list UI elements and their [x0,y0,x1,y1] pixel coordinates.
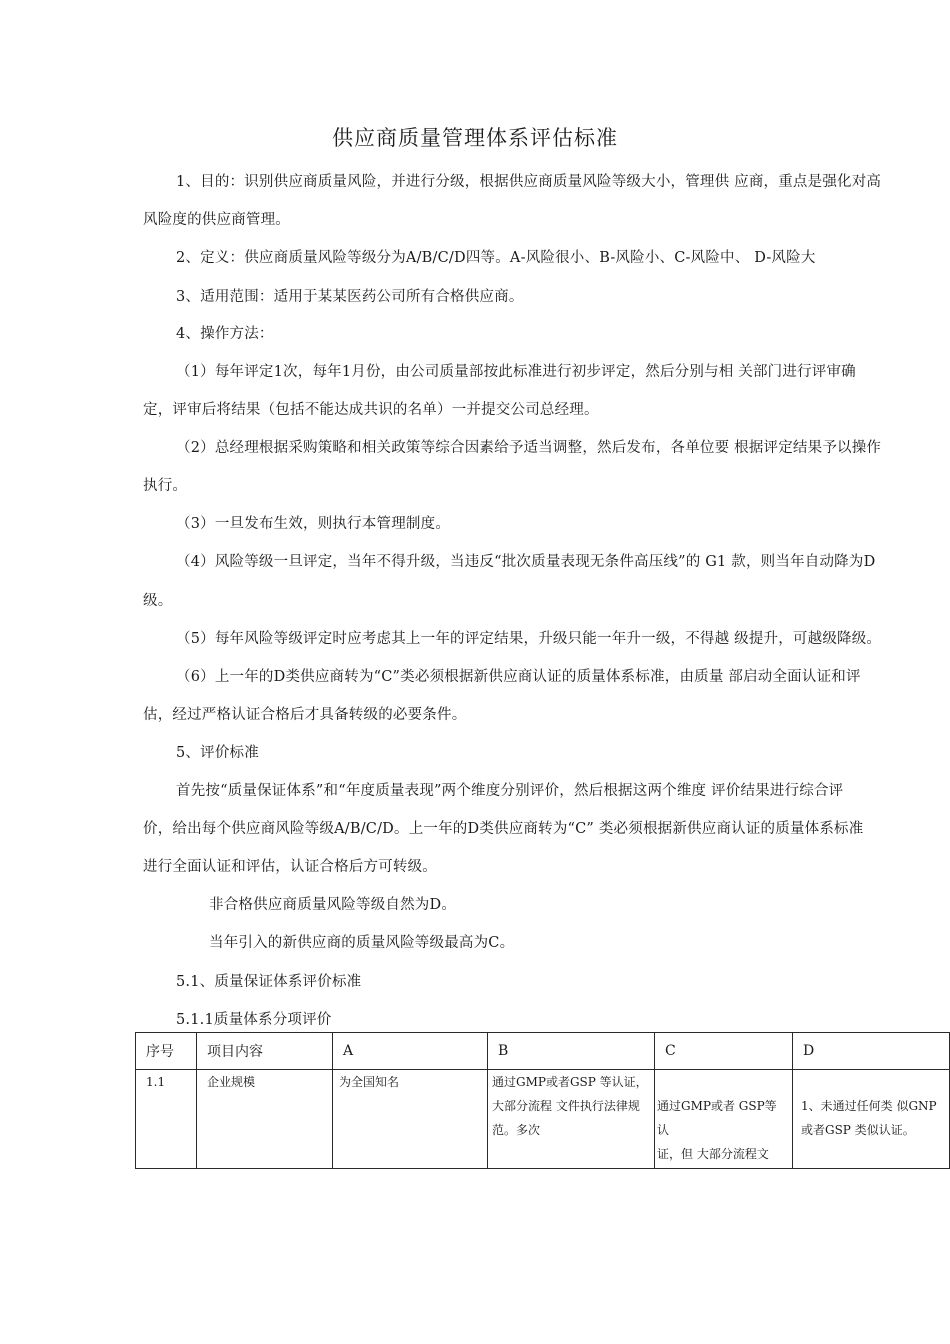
cell-d [793,1070,950,1169]
section-heading-5-1: 5.1、质量保证体系评价标准 [176,974,362,990]
cell-d-line: 1、未通过任何类 似GNP [801,1099,937,1113]
paragraph-definition: 2、定义：供应商质量风险等级分为A/B/C/D四等。A-风险很小、B-风险小、C-风险中、 D-风险大 [176,250,816,266]
cell-no: 1.1 [136,1070,197,1169]
cell-b [488,1070,655,1169]
header-cell-d: D [793,1033,950,1070]
paragraph-criteria-1: 首先按“质量保证体系”和“年度质量表现”两个维度分别评价，然后根据这两个维度 评价结果进行综合评 [176,783,844,799]
paragraph-criteria-3: 当年引入的新供应商的质量风险等级最高为C。 [209,935,515,951]
paragraph-method-2: （2）总经理根据采购策略和相关政策等综合因素给予适当调整，然后发布，各单位要 根据评定结果予以操作 [176,440,882,456]
paragraph-method-6-cont: 估，经过严格认证合格后才具备转级的必要条件。 [143,707,467,723]
paragraph-method-3: （3）一旦发布生效，则执行本管理制度。 [176,516,451,532]
header-cell-item: 项目内容 [197,1033,333,1070]
paragraph-method-6: （6）上一年的D类供应商转为“C”类必须根据新供应商认证的质量体系标准，由质量 部启动全面认证和评 [176,669,861,685]
paragraph-criteria-1-cont2: 进行全面认证和评估，认证合格后方可转级。 [143,859,437,875]
paragraph-method-5: （5）每年风险等级评定时应考虑其上一年的评定结果，升级只能一年升一级，不得越 级提升，可越级降级。 [176,631,882,647]
paragraph-method-1: （1）每年评定1次，每年1月份，由公司质量部按此标准进行初步评定，然后分别与相 关部门进行评审确 [176,364,856,380]
cell-item: 企业规模 [197,1070,333,1169]
paragraph-purpose-cont: 风险度的供应商管理。 [143,212,290,228]
paragraph-criteria-2: 非合格供应商质量风险等级自然为D。 [209,897,457,913]
paragraph-method-4-cont: 级。 [143,593,173,609]
evaluation-table [135,1032,950,1169]
cell-c-line: 通过GMP或者 GSP等认 [657,1099,777,1137]
cell-c-line: 证，但 大部分流程文 [657,1147,769,1161]
paragraph-criteria-1-cont: 价，给出每个供应商风险等级A/B/C/D。上一年的D类供应商转为“C” 类必须根据新供应商认证的质量体系标准 [143,821,864,837]
header-cell-no: 序号 [136,1033,197,1070]
cell-d-line: 或者GSP 类似认证。 [801,1123,915,1137]
table-header-row [136,1033,950,1070]
cell-a: 为全国知名 [333,1070,488,1169]
paragraph-purpose: 1、目的：识别供应商质量风险，并进行分级，根据供应商质量风险等级大小，管理供 应商，重点是强化对高 [176,174,882,190]
paragraph-criteria-heading: 5、评价标准 [176,745,259,761]
header-cell-a: A [333,1033,488,1070]
cell-b-line: 范。多次 [492,1123,541,1137]
section-heading-5-1-1: 5.1.1质量体系分项评价 [176,1012,332,1028]
header-cell-c: C [655,1033,793,1070]
header-cell-b: B [488,1033,655,1070]
table-row [136,1070,950,1169]
cell-b-line: 大部分流程 文件执行法律规 [492,1099,640,1113]
document-title: 供应商质量管理体系评估标准 [332,126,618,150]
paragraph-method-2-cont: 执行。 [143,478,188,494]
paragraph-method-1-cont: 定，评审后将结果（包括不能达成共识的名单）一并提交公司总经理。 [143,402,599,418]
cell-b-line: 通过GMP或者GSP 等认证， [492,1075,648,1089]
cell-c [655,1070,793,1169]
paragraph-method-heading: 4、操作方法： [176,326,274,342]
paragraph-method-4: （4）风险等级一旦评定，当年不得升级，当违反“批次质量表现无条件高压线”的 G1 款，则当年自动降为D [176,554,876,570]
paragraph-scope: 3、适用范围：适用于某某医药公司所有合格供应商。 [176,289,524,305]
